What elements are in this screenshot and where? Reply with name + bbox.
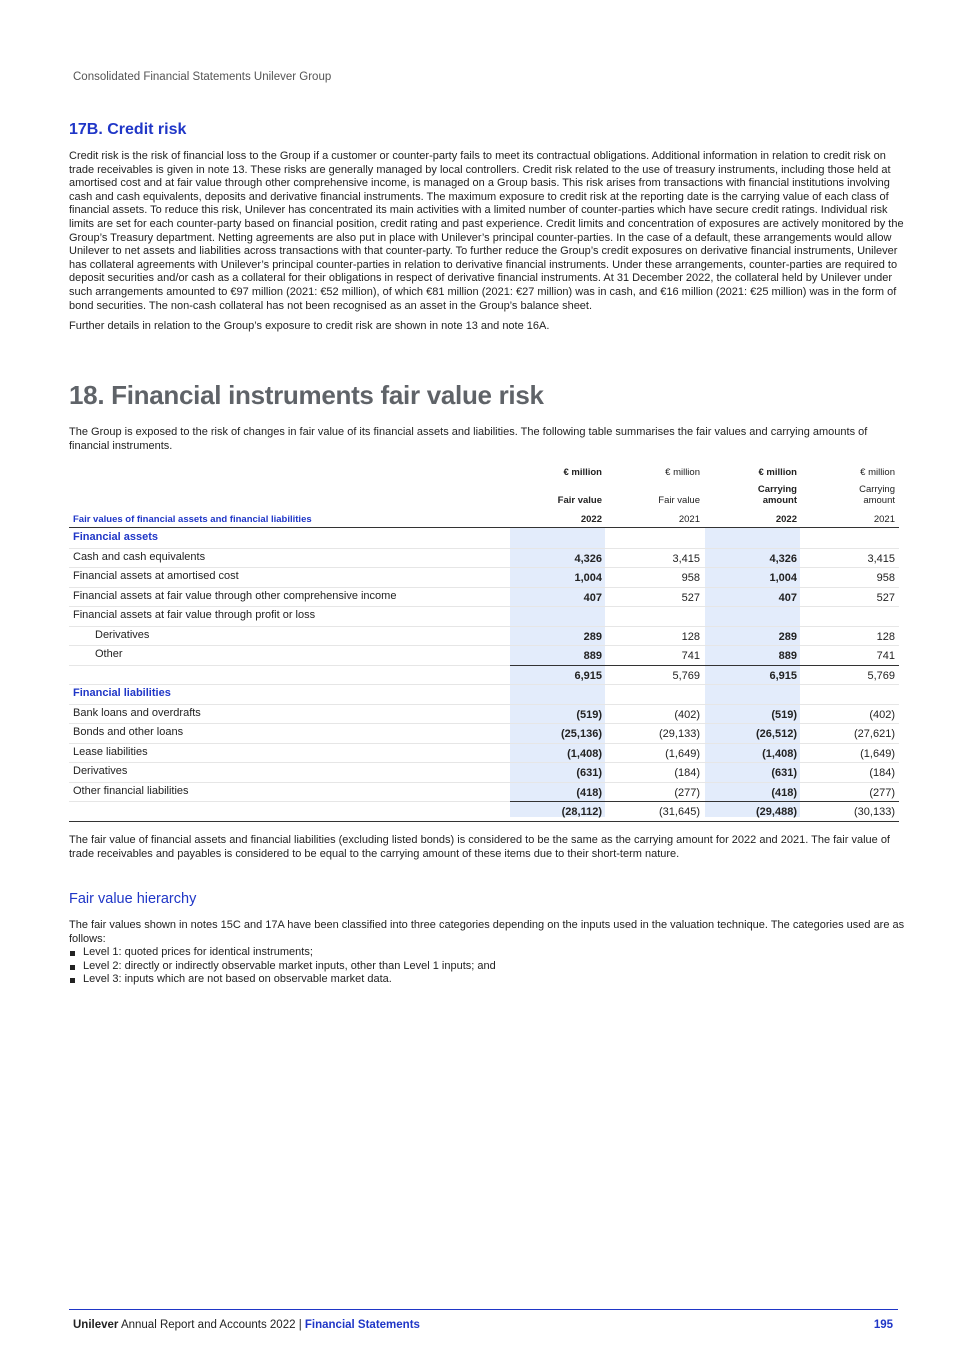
table-cell: 128: [876, 630, 895, 643]
row-label: Financial assets at fair value through profit or loss: [73, 609, 316, 621]
footer-rule: [69, 1309, 898, 1310]
table-cell: 6,915: [574, 669, 602, 682]
row-label: Financial assets at fair value through other comprehensive income: [73, 589, 397, 602]
row-label: Other financial liabilities: [73, 784, 189, 797]
table-cell: 128: [681, 630, 700, 643]
table-cell: (402): [869, 708, 895, 721]
row-label: Financial assets: [73, 531, 158, 543]
fair-value-intro: The Group is exposed to the risk of changes in fair value of its financial assets and liabilities. The following table summarises the fair values and carrying amounts of financial instruments.: [69, 426, 868, 452]
table-cell: 5,769: [867, 669, 895, 682]
table-row: [69, 782, 899, 803]
credit-risk-paragraph: Further details in relation to the Group’s exposure to credit risk are shown in note 13 and note 16A.: [69, 320, 550, 333]
table-cell: 407: [778, 591, 797, 604]
table-cell: (29,488): [756, 806, 797, 818]
row-label: Financial assets at amortised cost: [73, 570, 239, 582]
list-item: Level 1: quoted prices for identical instruments;: [69, 946, 905, 960]
fair-value-note: The fair value of financial assets and financial liabilities (excluding listed bonds) is considered to be the same as the carrying amount for 2022 and 2021. The fair value of trade receivables and payables is considered to be equal to the carrying amount of these items due to their short-term nature.: [69, 834, 890, 860]
table-cell: (277): [869, 786, 895, 799]
running-header: Consolidated Financial Statements Unilever Group: [73, 71, 332, 83]
table-cell: 5,769: [672, 669, 700, 682]
table-cell: (184): [869, 767, 895, 779]
row-label: Cash and cash equivalents: [73, 550, 206, 563]
table-cell: 741: [876, 650, 895, 662]
page-title: 18. Financial instruments fair value risk: [69, 380, 544, 410]
row-label: Financial liabilities: [73, 687, 171, 699]
footer-section-link[interactable]: Financial Statements: [304, 1319, 420, 1331]
table-cell: (277): [674, 786, 700, 799]
table-cell: (631): [576, 767, 602, 779]
table-cell: (26,512): [756, 728, 797, 740]
table-row: [69, 743, 899, 764]
credit-risk-paragraph: Credit risk is the risk of financial loss to the Group if a customer or counter-party fails to meet its contractual obligations. Additional information in relation to credit risk on trade receivables is given in note 13. These risks are generally managed by local controllers. Credit risk related to the use of treasury instruments, including those held at amortised cost and at fair value through other comprehensive income, is managed on a Group basis. This risk arises from transactions with financial institutions involving cash and cash equivalents, deposits and derivative financial instruments. The maximum exposure to credit risk at the reporting date is the carrying value of each class of financial assets. To reduce this risk, Unilever has concentrated its main activities with a limited number of counter-parties which have secure credit ratings. Individual risk limits are set for each counter-party based on financial position, credit rating and past experience. Credit limits and concentration of exposures are actively monitored by the Group’s Treasury department. Netting agreements are also put in place with Unilever’s principal counter-parties. In the case of a default, these arrangements would allow Unilever to net assets and liabilities across transactions with that counter-party. To further reduce the Group’s credit exposures on derivative financial instruments, Unilever has collateral agreements with Unilever’s principal counter-parties in relation to derivative financial instruments. Under these arrangements, counter-parties are required to deposit securities and/or cash as a collateral for their obligations in respect of derivative financial instruments. At 31 December 2022, the collateral held by Unilever under such arrangements amounted to €97 million (2021: €52 million), of which €81 million (2021: €27 million) was in cash, and €16 million (2021: €25 million) was in the form of bond securities. The non-cash collateral has not been recognised as an asset in the Group’s balance sheet.: [69, 150, 904, 312]
credit-risk-text: [69, 150, 905, 334]
row-label: Other: [95, 648, 123, 660]
row-label: Bonds and other loans: [73, 726, 184, 738]
table-cell: (418): [576, 786, 602, 799]
column-label: Fair value: [658, 495, 700, 506]
table-cell: (1,649): [665, 747, 700, 760]
hierarchy-text: The fair values shown in notes 15C and 17A have been classified into three categories depending on the inputs used in the valuation technique. The categories used are as follows: Level 1: quoted prices for identical instruments; Level 2: directly or indirectly observable market inputs, other than Level 1 inputs; and Level 3: inputs which are not based on observable market data.: [69, 919, 905, 986]
table-row: [69, 626, 899, 647]
table-cell: 889: [778, 650, 797, 662]
table-cell: 289: [778, 630, 797, 643]
fair-value-hierarchy-heading: Fair value hierarchy: [69, 891, 197, 907]
column-unit: € million: [665, 467, 700, 478]
column-unit: € million: [860, 467, 895, 478]
column-year: 2022: [775, 514, 797, 525]
table-cell: (29,133): [659, 728, 700, 740]
table-row: [69, 645, 899, 666]
table-cell: (418): [771, 786, 797, 799]
hierarchy-list: [69, 946, 905, 987]
table-cell: (184): [674, 767, 700, 779]
column-year: 2022: [580, 514, 602, 525]
table-cell: (402): [674, 708, 700, 721]
table-cell: (1,408): [567, 747, 602, 760]
table-cell: 4,326: [574, 552, 602, 565]
table-cell: 3,415: [672, 552, 700, 565]
footer-report: Annual Report and Accounts 2022 |: [120, 1319, 302, 1331]
table-row: [69, 587, 899, 608]
table-cell: 3,415: [867, 552, 895, 565]
column-label: Carrying amount: [757, 484, 797, 506]
table-row: [69, 606, 899, 627]
table-cell: (30,133): [854, 806, 895, 818]
table-total-row: [69, 665, 899, 686]
column-unit: € million: [758, 467, 797, 478]
row-label: Derivatives: [95, 628, 150, 641]
table-cell: 741: [681, 650, 700, 662]
row-label: Lease liabilities: [73, 745, 148, 758]
table-title: Fair values of financial assets and financial liabilities: [73, 514, 312, 525]
table-cell: (25,136): [561, 728, 602, 740]
table-row: [69, 567, 899, 588]
table-cell: 1,004: [574, 572, 602, 584]
row-label: Bank loans and overdrafts: [73, 706, 201, 719]
table-cell: (1,649): [860, 747, 895, 760]
table-row: [69, 723, 899, 744]
column-year: 2021: [678, 514, 700, 525]
table-row: [69, 548, 899, 569]
column-year: 2021: [873, 514, 895, 525]
table-cell: (28,112): [561, 806, 602, 818]
table-cell: (519): [576, 708, 602, 721]
table-cell: 1,004: [769, 572, 797, 584]
table-cell: (27,621): [854, 728, 895, 740]
table-cell: (1,408): [762, 747, 797, 760]
footer: [73, 1319, 420, 1331]
table-cell: 889: [583, 650, 602, 662]
row-label: Derivatives: [73, 765, 128, 777]
column-unit: € million: [563, 467, 602, 478]
table-cell: (631): [771, 767, 797, 779]
table-cell: 4,326: [769, 552, 797, 565]
table-cell: 958: [876, 572, 895, 584]
list-item: Level 2: directly or indirectly observable market inputs, other than Level 1 inputs; and: [69, 960, 905, 974]
column-label: Carrying amount: [859, 484, 895, 506]
list-item: Level 3: inputs which are not based on observable market data.: [69, 973, 905, 987]
table-cell: 407: [583, 591, 602, 604]
table-cell: 958: [681, 572, 700, 584]
column-label: Fair value: [557, 495, 602, 506]
table-section-row: [69, 528, 899, 549]
table-cell: 6,915: [769, 669, 797, 682]
table-cell: (519): [771, 708, 797, 721]
table-cell: 289: [583, 630, 602, 643]
table-cell: 527: [681, 591, 700, 604]
table-section-row: [69, 684, 899, 705]
section-heading-credit-risk: 17B. Credit risk: [69, 121, 187, 138]
table-row: [69, 704, 899, 725]
page-number: 195: [873, 1319, 893, 1331]
table-cell: (31,645): [659, 806, 700, 818]
table-row: [69, 762, 899, 783]
footer-brand: Unilever: [73, 1319, 119, 1331]
table-cell: 527: [876, 591, 895, 604]
table-total-row: [69, 801, 899, 822]
